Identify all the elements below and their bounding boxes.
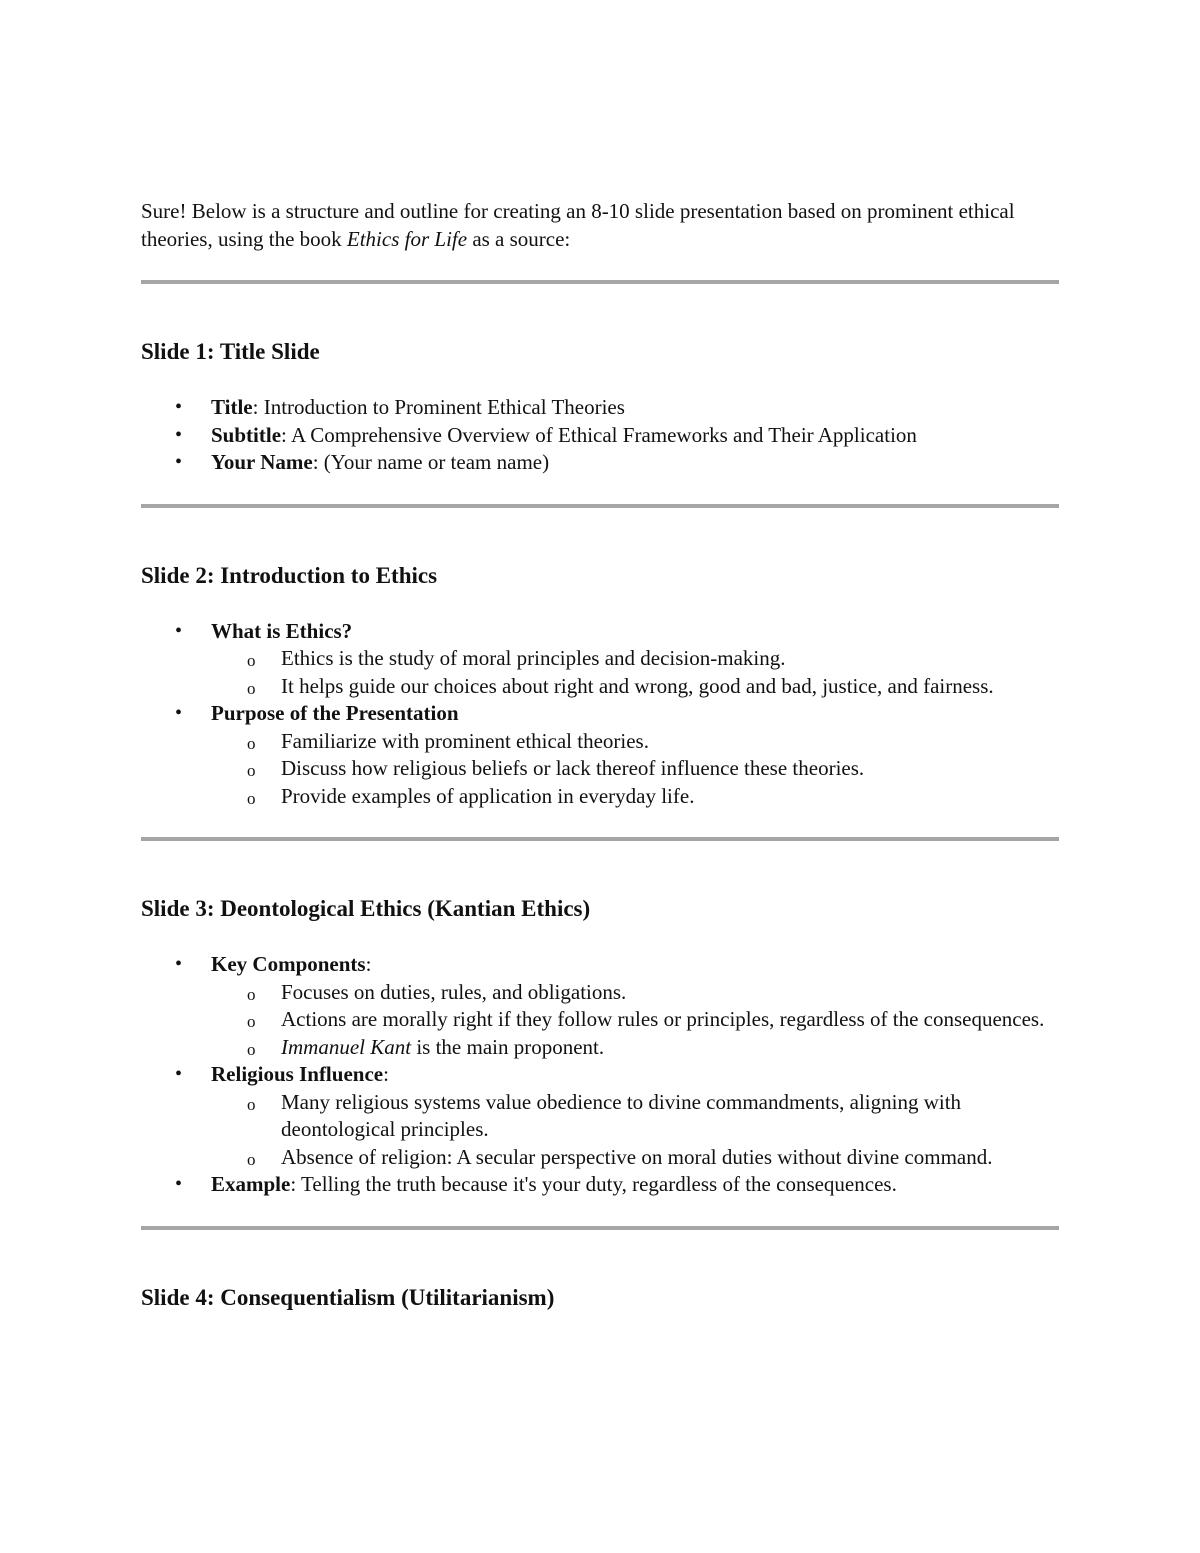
sub-list-item: [211, 1089, 1059, 1144]
bullet-icon: •: [175, 451, 183, 473]
list-item: [141, 1171, 1059, 1199]
book-title: Ethics for Life: [346, 227, 468, 251]
sub-bullet-icon: o: [247, 761, 256, 780]
sub-list-item: [211, 1034, 1059, 1062]
item-label: Title: [211, 395, 253, 419]
horizontal-rule: [141, 837, 1059, 841]
list-item: [141, 951, 1059, 1061]
list-item: [141, 449, 1059, 477]
bullet-icon: •: [175, 1173, 183, 1195]
item-label: Key Components: [211, 952, 366, 976]
sub-bullet-icon: o: [247, 788, 256, 808]
item-text: : (Your name or team name): [312, 450, 550, 474]
sub-item-text: Discuss how religious beliefs or lack thereof influence these theories.: [281, 756, 865, 780]
sub-item-text: Provide examples of application in everyday life.: [281, 783, 695, 808]
sub-bullet-icon: o: [247, 1039, 256, 1059]
item-label: Your Name: [211, 450, 313, 474]
slide-3-heading: Slide 3: Deontological Ethics (Kantian Ethics): [141, 896, 591, 921]
item-colon: :: [383, 1062, 389, 1086]
sub-list-item: [211, 728, 1059, 756]
proponent-name: Immanuel Kant: [281, 1034, 412, 1059]
sub-list: [211, 728, 1059, 811]
item-label: Religious Influence: [211, 1062, 384, 1086]
sub-list-item: [211, 645, 1059, 673]
slide-1-heading: Slide 1: Title Slide: [141, 339, 320, 364]
list-item: [141, 700, 1059, 810]
bullet-icon: •: [175, 953, 183, 975]
slide-2-list: [141, 618, 1059, 811]
sub-list-item: [211, 1006, 1059, 1034]
sub-item-text: Absence of religion: A secular perspective on moral duties without divine command.: [281, 1144, 993, 1169]
slide-1-list: [141, 394, 1059, 477]
horizontal-rule: [141, 1226, 1059, 1230]
item-colon: :: [365, 952, 372, 976]
bullet-icon: •: [175, 423, 183, 446]
list-item: [141, 618, 1059, 701]
document-body: [141, 197, 1059, 1312]
sub-list-item: [211, 1144, 1059, 1172]
sub-item-text: Familiarize with prominent ethical theories.: [281, 728, 649, 753]
sub-bullet-icon: o: [247, 1012, 256, 1031]
sub-item-text: Many religious systems value obedience to divine commandments, aligning with deontological principles.: [281, 1089, 962, 1141]
sub-list-item: [211, 979, 1059, 1007]
sub-list: [211, 979, 1059, 1062]
sub-item-text: It helps guide our choices about right and wrong, good and bad, justice, and fairness.: [281, 673, 994, 698]
horizontal-rule: [141, 504, 1059, 508]
intro-text: Sure! Below is a structure and outline for creating an 8-10 slide presentation based on prominent ethical theories, using the book: [141, 199, 1015, 251]
sub-bullet-icon: o: [247, 984, 256, 1004]
slide-3-list: [141, 951, 1059, 1199]
item-text: : Telling the truth because it's your duty, regardless of the consequences.: [290, 1172, 897, 1196]
list-item: [141, 394, 1059, 422]
bullet-icon: •: [175, 396, 183, 418]
intro-paragraph: [141, 197, 1059, 253]
sub-list: [211, 645, 1059, 700]
sub-bullet-icon: o: [247, 678, 256, 698]
sub-bullet-icon: o: [247, 733, 256, 753]
intro-text-end: as a source:: [467, 227, 571, 251]
sub-bullet-icon: o: [247, 1094, 256, 1114]
slide-4-heading: Slide 4: Consequentialism (Utilitarianism): [141, 1284, 555, 1310]
bullet-icon: •: [175, 619, 183, 642]
sub-item-text: Focuses on duties, rules, and obligations.: [281, 979, 627, 1004]
item-label: Subtitle: [211, 422, 282, 447]
horizontal-rule: [141, 280, 1059, 284]
slide-2-heading: Slide 2: Introduction to Ethics: [141, 562, 438, 588]
sub-list-item: [211, 673, 1059, 701]
item-text: : A Comprehensive Overview of Ethical Frameworks and Their Application: [281, 422, 917, 447]
sub-item-text: is the main proponent.: [411, 1034, 605, 1059]
sub-bullet-icon: o: [247, 1149, 256, 1169]
sub-item-text: Actions are morally right if they follow rules or principles, regardless of the consequences.: [281, 1007, 1045, 1031]
sub-item-text: Ethics is the study of moral principles and decision-making.: [281, 646, 786, 670]
item-label: What is Ethics?: [211, 618, 353, 643]
item-label: Example: [211, 1172, 291, 1196]
bullet-icon: •: [175, 1063, 183, 1085]
item-text: : Introduction to Prominent Ethical Theories: [252, 395, 625, 419]
list-item: [141, 1061, 1059, 1171]
sub-list-item: [211, 755, 1059, 783]
sub-list-item: [211, 783, 1059, 811]
sub-list: [211, 1089, 1059, 1172]
bullet-icon: •: [175, 702, 183, 724]
sub-bullet-icon: o: [247, 651, 256, 670]
list-item: [141, 422, 1059, 450]
item-label: Purpose of the Presentation: [211, 701, 459, 725]
